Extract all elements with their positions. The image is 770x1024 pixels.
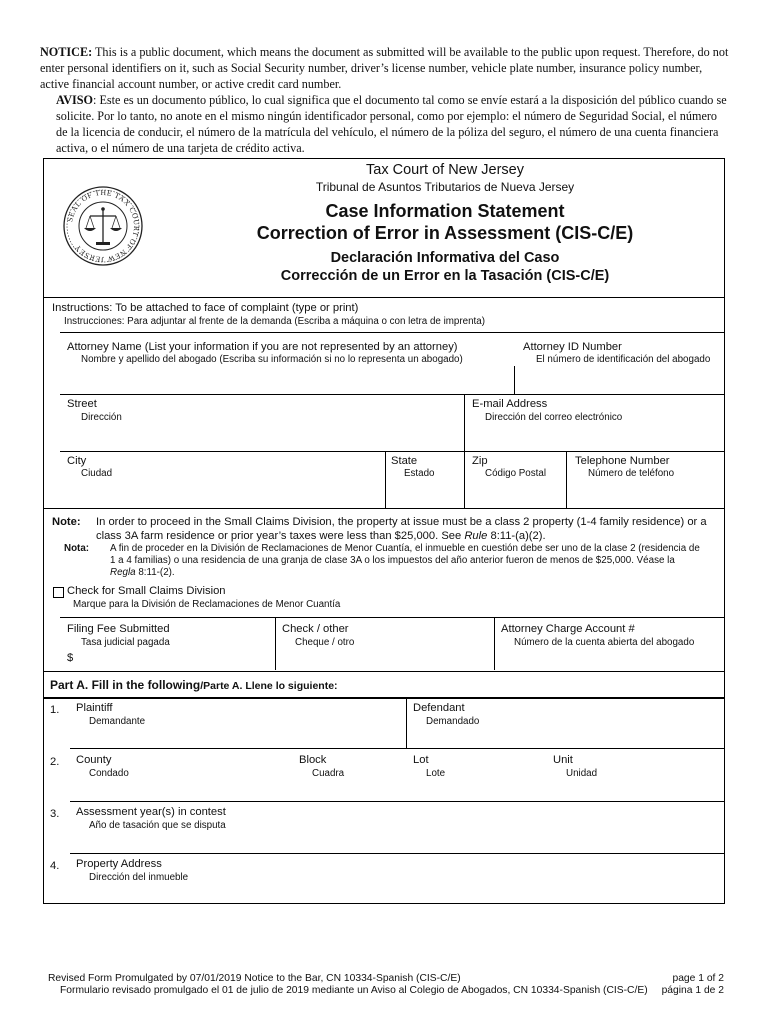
zip-label: Zip	[472, 455, 488, 467]
state-sublabel: Estado	[404, 468, 435, 479]
court-seal-icon	[62, 185, 144, 267]
street-input[interactable]	[60, 426, 463, 450]
small-claims-sublabel: Marque para la División de Reclamaciones de Menor Cuantía	[73, 599, 341, 610]
nota-line1: A fin de proceder en la División de Reclamaciones de Menor Cuantía, el inmueble en cuestión debe ser uno de la clase 2 (residencia de	[110, 543, 700, 554]
small-claims-checkbox[interactable]	[53, 587, 64, 598]
instructions-text-spanish: Instrucciones: Para adjuntar al frente de la demanda (Escriba a máquina o con letra de imprenta)	[64, 316, 485, 327]
footer-line1: Revised Form Promulgated by 07/01/2019 Notice to the Bar, CN 10334-Spanish (CIS-C/E)	[48, 973, 461, 984]
charge-account-label: Attorney Charge Account #	[501, 623, 635, 635]
attorney-name-input[interactable]	[60, 366, 514, 393]
attorney-name-label: Attorney Name (List your information if you are not represented by an attorney)	[67, 341, 458, 353]
check-other-label: Check / other	[282, 623, 349, 635]
lot-label: Lot	[413, 754, 429, 766]
state-input[interactable]	[387, 482, 463, 507]
state-label: State	[391, 455, 418, 467]
page-number-es: página 1 de 2	[661, 985, 724, 996]
defendant-sublabel: Demandado	[426, 716, 480, 727]
telephone-sublabel: Número de teléfono	[588, 468, 675, 479]
plaintiff-sublabel: Demandante	[89, 716, 146, 727]
zip-input[interactable]	[466, 482, 565, 507]
form-title-line1: Case Information Statement	[325, 201, 565, 221]
check-other-sublabel: Cheque / otro	[295, 637, 355, 648]
attorney-id-label: Attorney ID Number	[523, 341, 622, 353]
small-claims-label: Check for Small Claims Division	[67, 585, 226, 597]
page-number	[620, 973, 724, 997]
seal-text: SEAL OF THE TAX COURT OF NEW JERSEY	[65, 187, 142, 265]
city-sublabel: Ciudad	[81, 468, 113, 479]
note-line2: class 3A farm residence or prior year’s taxes were less than $25,000. See Rule 8:11-(a)(2).	[96, 530, 546, 542]
property-address-input[interactable]	[74, 886, 725, 902]
footer-line2: Formulario revisado promulgado el 01 de julio de 2019 mediante un Aviso al Colegio de Abogados, CN 10334-Spanish (CIS-C/E)	[60, 985, 648, 996]
page-number-en: page 1 of 2	[672, 973, 724, 984]
court-name-spanish: Tribunal de Asuntos Tributarios de Nueva Jersey	[315, 180, 575, 194]
charge-account-sublabel: Número de la cuenta abierta del abogado	[514, 637, 695, 648]
property-address-label: Property Address	[76, 858, 162, 870]
county-input[interactable]	[74, 782, 294, 800]
unit-label: Unit	[553, 754, 573, 766]
plaintiff-input[interactable]	[74, 728, 404, 747]
form-title	[220, 200, 670, 244]
row-number-2: 2.	[50, 756, 60, 768]
telephone-label: Telephone Number	[575, 455, 670, 467]
attorney-id-sublabel: El número de identificación del abogado	[536, 354, 711, 365]
block-input[interactable]	[297, 782, 407, 800]
defendant-label: Defendant	[413, 702, 465, 714]
email-sublabel: Dirección del correo electrónico	[485, 412, 623, 423]
attorney-name-sublabel: Nombre y apellido del abogado (Escriba su información si no lo representa un abogado)	[81, 354, 463, 365]
assessment-years-sublabel: Año de tasación que se disputa	[89, 820, 226, 831]
city-input[interactable]	[60, 482, 384, 507]
row-number-4: 4.	[50, 860, 60, 872]
nota-label: Nota:	[64, 543, 90, 554]
public-notice	[40, 44, 730, 156]
email-label: E-mail Address	[472, 398, 548, 410]
part-a-heading: Part A. Fill in the following/Parte A. Llene lo siguiente:	[50, 678, 338, 692]
aviso-label: AVISO	[56, 93, 94, 107]
block-label: Block	[299, 754, 327, 766]
form-title-es-line2: Corrección de un Error en la Tasación (CIS-C/E)	[280, 268, 610, 284]
check-other-input[interactable]	[277, 650, 492, 668]
row-number-1: 1.	[50, 704, 60, 716]
property-address-sublabel: Dirección del inmueble	[89, 872, 189, 883]
county-label: County	[76, 754, 112, 766]
unit-input[interactable]	[551, 782, 725, 800]
nota-line3: Regla 8:11-(2).	[110, 567, 175, 578]
filing-fee-label: Filing Fee Submitted	[67, 623, 170, 635]
footer-revision	[48, 973, 648, 997]
plaintiff-label: Plaintiff	[76, 702, 113, 714]
nota-line2: 1 a 4 familias) o una residencia de una granja de clase 3A o los impuestos del año anterior fueron de menos de $25,000. Véase la	[110, 555, 675, 566]
city-label: City	[67, 455, 87, 467]
zip-sublabel: Código Postal	[485, 468, 546, 479]
notice-label: NOTICE:	[40, 45, 93, 59]
filing-fee-input[interactable]	[78, 650, 273, 668]
telephone-input[interactable]	[568, 482, 725, 507]
lot-sublabel: Lote	[426, 768, 446, 779]
lot-input[interactable]	[411, 782, 549, 800]
form-title-es-line1: Declaración Informativa del Caso	[330, 250, 560, 266]
county-sublabel: Condado	[89, 768, 129, 779]
currency-symbol: $	[67, 652, 74, 664]
attorney-id-input[interactable]	[515, 366, 725, 393]
unit-sublabel: Unidad	[566, 768, 598, 779]
aviso-text: : Este es un documento público, lo cual significa que el documento tal como se envíe estará a la disposición del público cuando se solicite. Por lo tanto, no anote en el mismo ningún identificador personal, como por ejemplo: el número de Seguridad Social, el número de la licencia de conducir, el número de la matrícula del vehículo, el número de la póliza del seguro, el número de una cuenta financiera activa, o el número de una tarjeta de crédito activa.	[56, 93, 727, 155]
block-sublabel: Cuadra	[312, 768, 345, 779]
note-line1: In order to proceed in the Small Claims Division, the property at issue must be a class 2 property (1-4 family residence) or a	[96, 516, 707, 528]
instructions-text: Instructions: To be attached to face of complaint (type or print)	[52, 302, 359, 314]
form-title-spanish	[220, 249, 670, 285]
charge-account-input[interactable]	[496, 650, 725, 668]
street-label: Street	[67, 398, 97, 410]
form-title-line2: Correction of Error in Assessment (CIS-C/E)	[256, 223, 634, 243]
notice-text: This is a public document, which means the document as submitted will be available to the public upon request. Therefore, do not enter personal identifiers on it, such as Social Security number, driver’s license number, vehicle plate number, insurance policy number, active financial account number, or active credit card number.	[40, 45, 729, 91]
court-name: Tax Court of New Jersey	[366, 162, 524, 178]
row-number-3: 3.	[50, 808, 60, 820]
street-sublabel: Dirección	[81, 412, 122, 423]
note-label: Note:	[52, 516, 81, 528]
assessment-years-label: Assessment year(s) in contest	[76, 806, 226, 818]
filing-fee-sublabel: Tasa judicial pagada	[81, 637, 170, 648]
defendant-input[interactable]	[408, 728, 725, 747]
email-input[interactable]	[466, 426, 725, 450]
assessment-years-input[interactable]	[74, 834, 725, 852]
